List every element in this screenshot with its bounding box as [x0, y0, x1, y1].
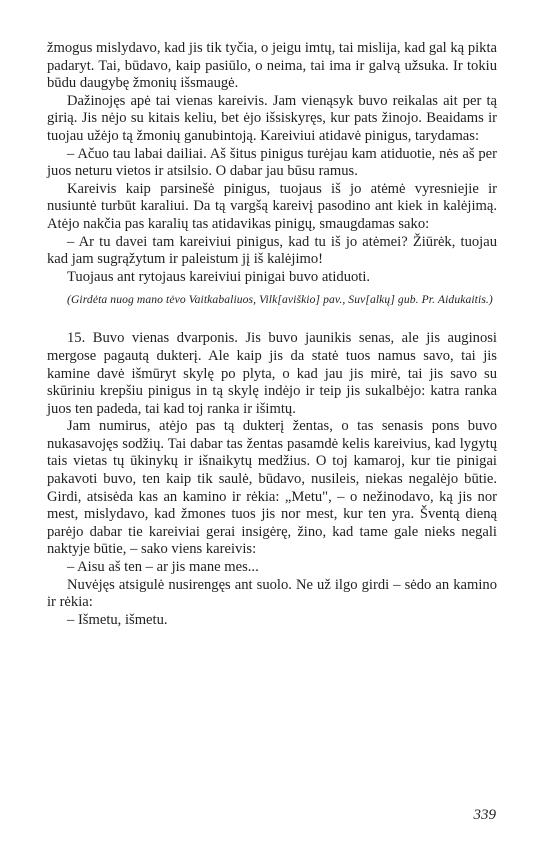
page-number: 339	[473, 807, 496, 823]
paragraph: Tuojaus ant rytojaus kareiviui pinigai buvo atiduoti.	[67, 268, 371, 285]
page-body	[47, 40, 497, 629]
source-note: (Girdėta nuog mano tėvo Vaitkabaliuos, Vilk[aviškio] pav., Suv[alkų] gub. Pr. Aidukaitis.)	[67, 293, 493, 307]
dialogue-line: – Išmetu, išmetu.	[67, 611, 168, 628]
story-start-paragraph: 15. Buvo vienas dvarponis. Jis buvo jaunikis senas, ale jis auginosi mergose pagautą dukterį. Ale kaip jis da statė tuos namus savo, tai jis kamine davė išmūryt skylę po plyta, o kad jau jis mirė, tai jis savo su skūriniu krepšiu pinigus in tą skylę indėjo ir teip jis sukalbėjo: katra ranka juos ten padeda, tai kad toj ranka ir išimtų.	[47, 330, 497, 417]
paragraph: Jam numirus, atėjo pas tą dukterį žentas, o tas senasis pons buvo nukasavojęs sodžių. Tai dabar tas žentas pasamdė kelis kareivius, kad lygytų tais vietas tų ūkinykų ir išnaikytų medžius. O toj kamaroj, kur tie pinigai pakavoti buvo, ten kaip tik saulė, būdavo, nusileis, niekas negalėjo būtie. Girdi, atsisėda kas an kamino ir rėkia: „Metu", – o nežinodavo, ką jis nor mest, mislydavo, kad žmones tuos jis nor mest, kur ten yra. Šventą dieną parėjo dabar tie kareiviai gerai insigėrę, žino, kad tame gale nieks negali naktyje būtie, – sako viens kareivis:	[47, 418, 497, 558]
paragraph: Kareivis kaip parsinešė pinigus, tuojaus iš jo atėmė vyresniejie ir nusiuntė turbūt karaliui. Da tą vargšą kareivį pasodino ant kiek in kalėjimą. Atėjo nakčia pas karalių tas atidavikas pinigų, smaugdamas sako:	[47, 180, 497, 232]
section-gap	[47, 307, 497, 330]
paragraph: Nuvėjęs atsigulė nusirengęs ant suolo. Ne už ilgo girdi – sėdo an kamino ir rėkia:	[47, 576, 497, 611]
paragraph: žmogus mislydavo, kad jis tik tyčia, o jeigu imtų, tai mislija, kad gal ką pikta padaryt. Tai, būdavo, kaip pasiūlo, o neima, tai ima ir galvą užsuka. Ir tokiu būdu daugybę žmonių išsmaugė.	[47, 40, 497, 92]
dialogue-line: – Aisu aš ten – ar jis mane mes...	[67, 559, 259, 576]
paragraph: Dažinojęs apė tai vienas kareivis. Jam vienąsyk buvo reikalas ait per tą girią. Jis nėjo su kitais keliu, bet ėjo išsiskyręs, kur pats žinojo. Beaidams ir tuojau užėjo tą žmonių ganubintoją. Kareiviui atidavė pinigus, tarydamas:	[47, 92, 497, 144]
dialogue-line: – Ar tu davei tam kareiviui pinigus, kad tu iš jo atėmei? Žiūrėk, tuojau kad jam sugrąžytum ir paleistum jį iš kalėjimo!	[47, 233, 497, 268]
dialogue-line: – Ačuo tau labai dailiai. Aš šitus pinigus turėjau kam atiduotie, nės aš per juos neturu vietos ir atsilsio. O dabar jau būsu ramus.	[47, 145, 497, 180]
